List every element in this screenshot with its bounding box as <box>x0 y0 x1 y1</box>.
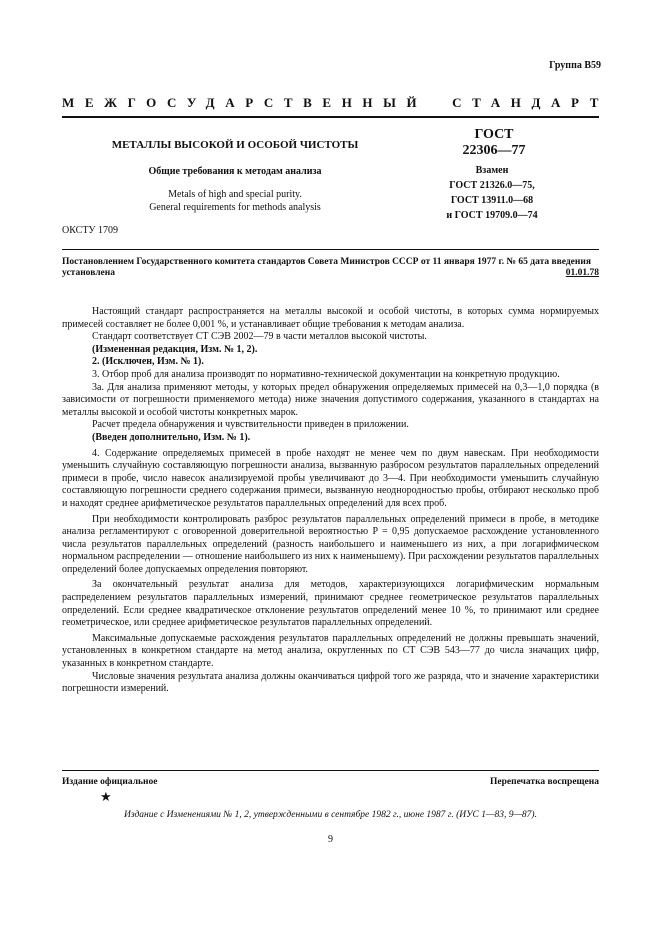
star-icon: ★ <box>100 789 112 804</box>
official-edition: Издание официальное <box>62 777 158 787</box>
clause-4: 4. Содержание определяемых примесей в пробе находят не менее чем по двум навескам. При необходимости уменьшить случайную составляющую погрешности анализа, вызванную разбросом результатов параллельных определений примеси в пробе, число навесок анализируемой пробы увеличивают до 3—4. При необходимости уменьшить случайную составляющую погрешности среднего содержания примеси, вызванную неоднородностью пробы, отбирают несколько проб и находят среднее арифметическое результатов параллельных определений для всех проб. <box>62 447 599 509</box>
edition-note: Издание с Изменениями № 1, 2, утвержденными в сентябре 1982 г., июне 1987 г. (ИУС 1—83, 9—87). <box>124 810 537 820</box>
clause-2: 2. (Исключен, Изм. № 1). <box>92 356 204 368</box>
gost-number: 22306—77 <box>462 143 526 158</box>
amendment-note: (Введен дополнительно, Изм. № 1). <box>92 431 251 443</box>
clause-3: 3. Отбор проб для анализа производят по нормативно-технической документации на конкретную продукцию. <box>92 368 560 380</box>
english-title-line-2: General requirements for methods analysis <box>149 202 321 213</box>
body-paragraph: Настоящий стандарт распространяется на металлы высокой и особой чистоты, в которых сумма нормируемых примесей составляет не более 0,001 %, и устанавливает общие требования к методам анализа. <box>62 306 599 330</box>
okstu-code: ОКСТУ 1709 <box>62 225 119 236</box>
body-paragraph: За окончательный результат анализа для методов, характеризующихся логарифмическим нормальным распределением результатов параллельных измерений, принимают среднее геометрическое результатов параллельных определений. Если среднее квадратическое отклонение результатов определений менее 10 %, то принимают или среднее геометрическое, или среднее арифметическое результатов параллельных определений. <box>62 579 599 629</box>
body-paragraph: Числовые значения результата анализа должны оканчиваться цифрой того же разряда, что и значение характеристики погрешности измерений. <box>62 670 599 695</box>
group-code: Группа В59 <box>549 60 601 71</box>
standard-title-english <box>62 188 408 214</box>
english-title-line-1: Metals of high and special purity. <box>168 189 302 200</box>
body-paragraph: Стандарт соответствует СТ СЭВ 2002—79 в части металлов высокой чистоты. <box>92 331 427 343</box>
divider-footer <box>62 770 599 771</box>
body-paragraph: При необходимости контролировать разброс результатов параллельных определений примеси в пробе, в методике анализа регламентируют с оговоренной доверительной вероятностью P = 0,95 допускаемое расхождение установленного числа результатов параллельных определений (разность наибольшего и наименьшего из них, а при логарифмическом нормальном распределении — отношение наибольшего из них к наименьшему). При расхождении результатов параллельных определений более допускаемых определения повторяют. <box>62 513 599 575</box>
divider-top <box>62 116 599 118</box>
reprint-prohibited: Перепечатка воспрещена <box>489 777 599 787</box>
title-left: МЕЖГОСУДАРСТВЕННЫЙ <box>62 95 428 110</box>
replaced-standard: ГОСТ 21326.0—75, <box>449 180 535 191</box>
replaced-standard: и ГОСТ 19709.0—74 <box>446 210 538 221</box>
clause-3a: 3а. Для анализа применяют методы, у которых предел обнаружения определяемых примесей на 0,3—1,0 порядка (в зависимости от погрешности применяемого метода) ниже значения допустимого содержания, указанного в стандартах на металлы высокой и особой чистоты конкретных марок. <box>62 381 599 418</box>
gost-label: ГОСТ <box>474 127 514 142</box>
page-number: 9 <box>328 834 333 845</box>
replaces-block <box>432 163 552 223</box>
document-body <box>62 306 599 696</box>
body-paragraph: Максимальные допускаемые расхождения результатов параллельных определений не должны превышать значений, установленных в конкретном стандарте на метод анализа, округленных по СТ СЭВ 543—77 до числа значащих цифр, указанных в конкретном стандарте. <box>62 632 599 670</box>
divider-decree <box>62 249 599 250</box>
amendment-note: (Измененная редакция, Изм. № 1, 2). <box>92 343 258 355</box>
gost-designation <box>432 127 556 159</box>
standard-title: МЕТАЛЛЫ ВЫСОКОЙ И ОСОБОЙ ЧИСТОТЫ <box>111 139 359 151</box>
instead-label: Взамен <box>475 165 509 176</box>
decree-text: Постановлением Государственного комитета стандартов Совета Министров СССР от 11 января 1977 г. № 65 дата введения установлена <box>62 257 591 278</box>
title-right: СТАНДАРТ <box>452 95 609 110</box>
introduction-date: 01.01.78 <box>565 268 599 278</box>
replaced-standard: ГОСТ 13911.0—68 <box>450 195 534 206</box>
body-paragraph: Расчет предела обнаружения и чувствительности приведен в приложении. <box>92 419 409 431</box>
decree-block <box>62 257 599 279</box>
standard-subtitle: Общие требования к методам анализа <box>148 166 322 177</box>
